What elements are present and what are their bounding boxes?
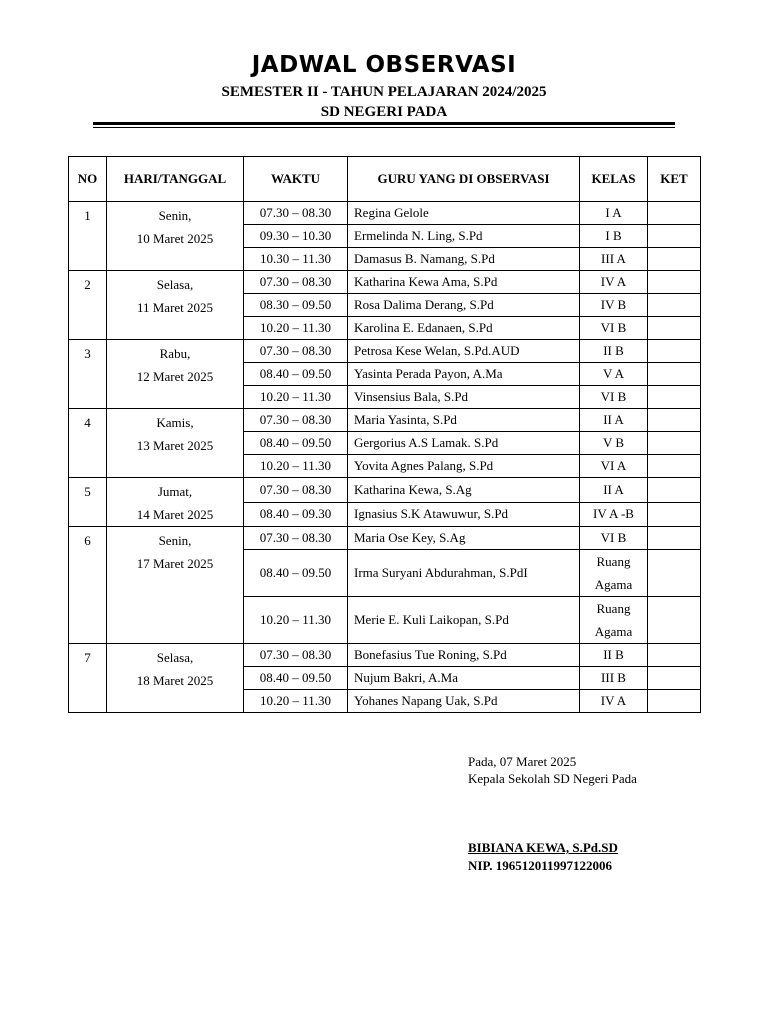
time-cell: 10.20 – 11.30 <box>244 690 348 713</box>
class-cell: IV A <box>580 271 648 294</box>
time-cell: 08.30 – 09.50 <box>244 294 348 317</box>
date-text: 12 Maret 2025 <box>136 369 214 384</box>
teacher-cell: Yasinta Perada Payon, A.Ma <box>348 363 580 386</box>
header-time: WAKTU <box>244 157 348 202</box>
class-cell <box>580 550 648 597</box>
date-text: 17 Maret 2025 <box>136 556 214 571</box>
table-row <box>69 271 701 294</box>
note-cell <box>648 690 701 713</box>
row-number: 7 <box>69 644 107 713</box>
time-cell: 07.30 – 08.30 <box>244 409 348 432</box>
day-date-cell <box>107 644 244 713</box>
date-text: 14 Maret 2025 <box>136 507 214 522</box>
time-cell: 10.20 – 11.30 <box>244 386 348 409</box>
class-cell: I B <box>580 225 648 248</box>
teacher-cell: Petrosa Kese Welan, S.Pd.AUD <box>348 340 580 363</box>
day-name: Rabu, <box>159 346 191 361</box>
day-date-cell <box>107 340 244 409</box>
class-cell: IV A -B <box>580 502 648 527</box>
class-line: Ruang <box>596 554 631 569</box>
class-cell: IV A <box>580 690 648 713</box>
table-row <box>69 409 701 432</box>
teacher-cell: Gergorius A.S Lamak. S.Pd <box>348 432 580 455</box>
class-line: Agama <box>594 624 633 639</box>
teacher-cell: Katharina Kewa Ama, S.Pd <box>348 271 580 294</box>
teacher-cell: Bonefasius Tue Roning, S.Pd <box>348 644 580 667</box>
class-cell: III A <box>580 248 648 271</box>
table-row <box>69 202 701 225</box>
header-day-date: HARI/TANGGAL <box>107 157 244 202</box>
signature-nip: NIP. 196512011997122006 <box>468 858 612 873</box>
class-cell: II B <box>580 644 648 667</box>
row-number: 6 <box>69 527 107 644</box>
note-cell <box>648 294 701 317</box>
observation-schedule-table <box>68 156 701 713</box>
signature-place-date: Pada, 07 Maret 2025 <box>468 754 577 769</box>
semester-subtitle: SEMESTER II - TAHUN PELAJARAN 2024/2025 <box>221 84 547 100</box>
teacher-cell: Maria Ose Key, S.Ag <box>348 527 580 550</box>
class-cell: II A <box>580 409 648 432</box>
time-cell: 08.40 – 09.50 <box>244 667 348 690</box>
note-cell <box>648 455 701 478</box>
day-name: Senin, <box>158 208 192 223</box>
header-rule-thick <box>93 122 675 125</box>
note-cell <box>648 225 701 248</box>
school-subtitle: SD NEGERI PADA <box>320 104 448 120</box>
class-line: Agama <box>594 577 633 592</box>
teacher-cell: Ermelinda N. Ling, S.Pd <box>348 225 580 248</box>
note-cell <box>648 386 701 409</box>
teacher-cell: Irma Suryani Abdurahman, S.PdI <box>348 550 580 597</box>
signature-role: Kepala Sekolah SD Negeri Pada <box>468 771 637 786</box>
teacher-cell: Katharina Kewa, S.Ag <box>348 478 580 503</box>
time-cell: 08.40 – 09.30 <box>244 502 348 527</box>
time-cell: 07.30 – 08.30 <box>244 644 348 667</box>
day-name: Jumat, <box>157 484 193 499</box>
note-cell <box>648 527 701 550</box>
class-cell: V B <box>580 432 648 455</box>
table-row <box>69 340 701 363</box>
note-cell <box>648 550 701 597</box>
teacher-cell: Regina Gelole <box>348 202 580 225</box>
class-cell: IV B <box>580 294 648 317</box>
time-cell: 07.30 – 08.30 <box>244 527 348 550</box>
teacher-cell: Yohanes Napang Uak, S.Pd <box>348 690 580 713</box>
note-cell <box>648 317 701 340</box>
time-cell: 08.40 – 09.50 <box>244 432 348 455</box>
table-body <box>69 202 701 713</box>
day-date-cell <box>107 478 244 527</box>
time-cell: 07.30 – 08.30 <box>244 340 348 363</box>
date-text: 10 Maret 2025 <box>136 231 214 246</box>
day-date-cell <box>107 271 244 340</box>
class-cell: III B <box>580 667 648 690</box>
row-number: 4 <box>69 409 107 478</box>
class-line: Ruang <box>596 601 631 616</box>
row-number: 5 <box>69 478 107 527</box>
header-note: KET <box>648 157 701 202</box>
time-cell: 09.30 – 10.30 <box>244 225 348 248</box>
note-cell <box>648 340 701 363</box>
day-name: Selasa, <box>156 650 194 665</box>
table-row <box>69 644 701 667</box>
class-cell: VI A <box>580 455 648 478</box>
note-cell <box>648 271 701 294</box>
time-cell: 07.30 – 08.30 <box>244 478 348 503</box>
teacher-cell: Rosa Dalima Derang, S.Pd <box>348 294 580 317</box>
teacher-cell: Vinsensius Bala, S.Pd <box>348 386 580 409</box>
day-date-cell <box>107 202 244 271</box>
day-name: Selasa, <box>156 277 194 292</box>
note-cell <box>648 667 701 690</box>
teacher-cell: Karolina E. Edanaen, S.Pd <box>348 317 580 340</box>
class-cell: V A <box>580 363 648 386</box>
time-cell: 08.40 – 09.50 <box>244 550 348 597</box>
row-number: 1 <box>69 202 107 271</box>
note-cell <box>648 363 701 386</box>
teacher-cell: Maria Yasinta, S.Pd <box>348 409 580 432</box>
time-cell: 07.30 – 08.30 <box>244 202 348 225</box>
header-rule-thin <box>93 127 675 128</box>
note-cell <box>648 248 701 271</box>
day-date-cell <box>107 527 244 644</box>
time-cell: 10.20 – 11.30 <box>244 455 348 478</box>
signature-name: BIBIANA KEWA, S.Pd.SD <box>468 840 618 855</box>
note-cell <box>648 502 701 527</box>
header-class: KELAS <box>580 157 648 202</box>
class-cell: VI B <box>580 527 648 550</box>
time-cell: 10.20 – 11.30 <box>244 597 348 644</box>
teacher-cell: Yovita Agnes Palang, S.Pd <box>348 455 580 478</box>
day-date-cell <box>107 409 244 478</box>
teacher-cell: Merie E. Kuli Laikopan, S.Pd <box>348 597 580 644</box>
time-cell: 10.30 – 11.30 <box>244 248 348 271</box>
row-number: 2 <box>69 271 107 340</box>
header-no: NO <box>69 157 107 202</box>
time-cell: 07.30 – 08.30 <box>244 271 348 294</box>
time-cell: 08.40 – 09.50 <box>244 363 348 386</box>
note-cell <box>648 432 701 455</box>
class-cell: II B <box>580 340 648 363</box>
day-name: Kamis, <box>156 415 194 430</box>
class-cell: VI B <box>580 386 648 409</box>
note-cell <box>648 597 701 644</box>
table-header-row <box>69 157 701 202</box>
note-cell <box>648 478 701 503</box>
row-number: 3 <box>69 340 107 409</box>
note-cell <box>648 202 701 225</box>
teacher-cell: Nujum Bakri, A.Ma <box>348 667 580 690</box>
document-title: JADWAL OBSERVASI <box>251 52 517 78</box>
class-cell <box>580 597 648 644</box>
teacher-cell: Damasus B. Namang, S.Pd <box>348 248 580 271</box>
date-text: 11 Maret 2025 <box>136 300 214 315</box>
day-name: Senin, <box>158 533 192 548</box>
class-cell: II A <box>580 478 648 503</box>
note-cell <box>648 409 701 432</box>
note-cell <box>648 644 701 667</box>
table-row <box>69 527 701 550</box>
date-text: 18 Maret 2025 <box>136 673 214 688</box>
header-teacher: GURU YANG DI OBSERVASI <box>348 157 580 202</box>
time-cell: 10.20 – 11.30 <box>244 317 348 340</box>
class-cell: VI B <box>580 317 648 340</box>
date-text: 13 Maret 2025 <box>136 438 214 453</box>
table-row <box>69 478 701 503</box>
class-cell: I A <box>580 202 648 225</box>
teacher-cell: Ignasius S.K Atawuwur, S.Pd <box>348 502 580 527</box>
